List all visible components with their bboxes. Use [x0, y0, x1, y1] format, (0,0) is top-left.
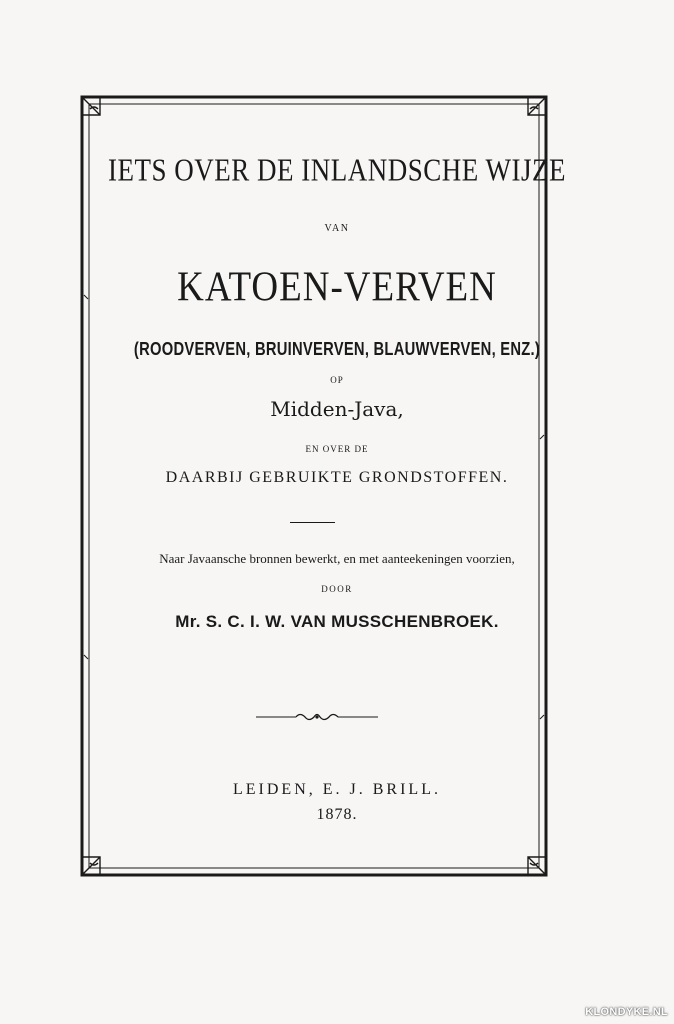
subtitle: (ROODVERVEN, BRUINVERVEN, BLAUWVERVEN, ENZ.)	[133, 339, 541, 359]
materials-line: DAARBIJ GEBRUIKTE GRONDSTOFFEN.	[165, 469, 509, 486]
separator-rule	[290, 522, 335, 523]
flourish-svg	[256, 711, 378, 723]
title-van: VAN	[324, 223, 350, 234]
title-op: OP	[330, 375, 344, 385]
publication-year: 1878.	[316, 806, 358, 823]
place-name: Midden-Java,	[270, 397, 404, 421]
source-note: Naar Javaansche bronnen bewerkt, en met aanteekeningen voorzien,	[159, 551, 515, 566]
title-line-1: IETS OVER DE INLANDSCHE WIJZE	[108, 152, 566, 188]
title-door: DOOR	[321, 584, 353, 594]
main-title: KATOEN-VERVEN	[177, 263, 497, 312]
watermark: KLONDYKE.NL	[585, 1006, 668, 1018]
publisher: LEIDEN, E. J. BRILL.	[233, 781, 441, 798]
author-name: Mr. S. C. I. W. VAN MUSSCHENBROEK.	[175, 612, 499, 631]
title-en-over-de: EN OVER DE	[305, 444, 369, 454]
flourish-ornament	[256, 708, 378, 727]
